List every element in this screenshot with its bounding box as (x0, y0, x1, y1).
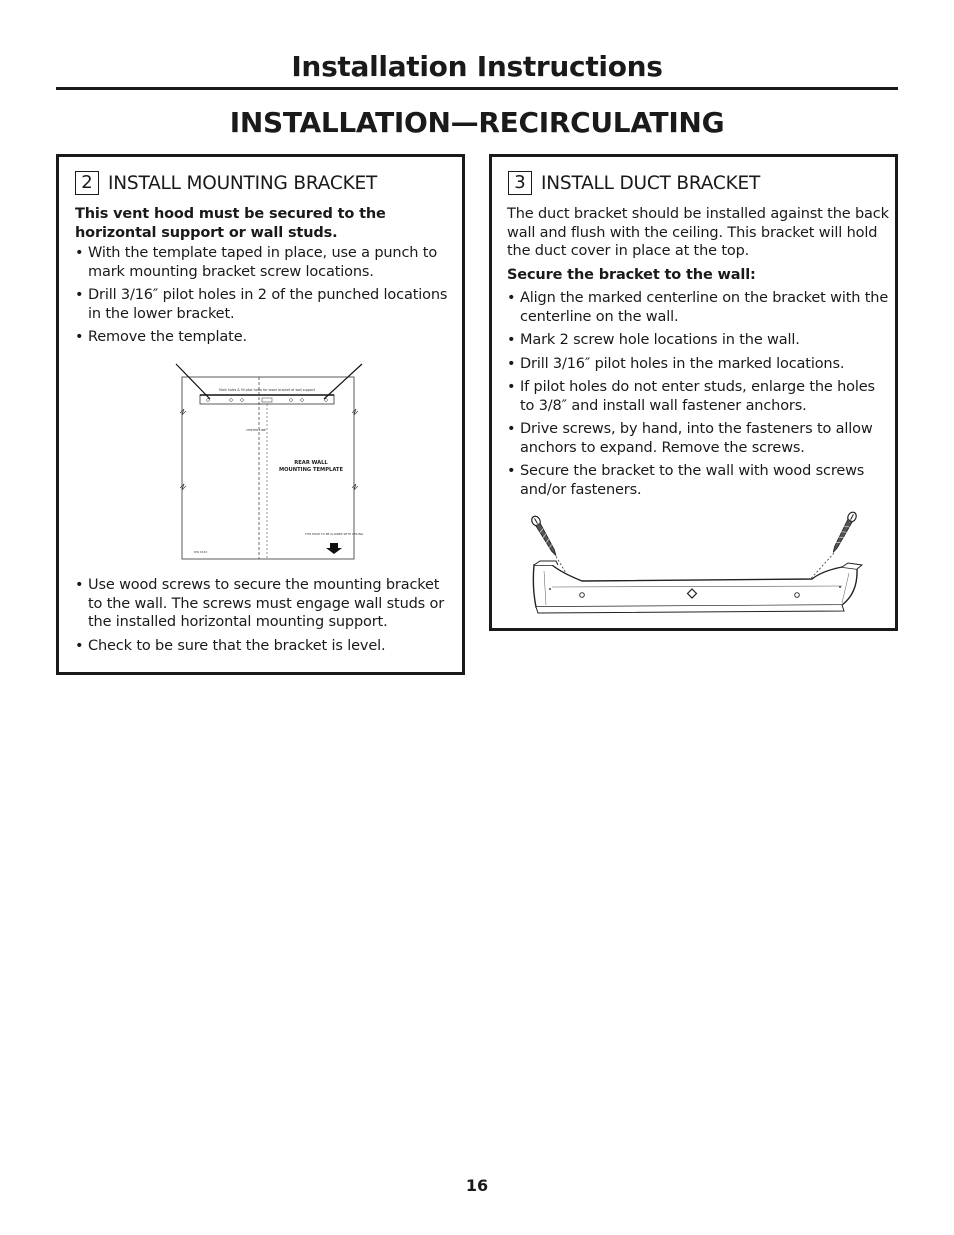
step-3-panel (489, 154, 898, 631)
step-2-number: 2 (75, 171, 99, 195)
step-3-intro: The duct bracket should be installed against the back wall and flush with the ceiling. This bracket will hold the duct cover in place at the top. (507, 206, 889, 259)
screw-icon-left (530, 515, 559, 558)
template-top-note: Mark holes & fill pilot holes for lower bracket at wall support (218, 388, 316, 392)
step-2-heading (75, 171, 377, 195)
duct-bracket (533, 561, 862, 613)
step-2-bullets-after (75, 576, 457, 660)
step-3-number: 3 (508, 171, 532, 195)
list-item: • With the template taped in place, use a punch to mark mounting bracket screw locations. (75, 244, 457, 281)
list-item: • Drive screws, by hand, into the fasteners to allow anchors to expand. Remove the screws. (507, 420, 890, 457)
list-item: • Check to be sure that the bracket is level. (75, 637, 457, 656)
header-divider (56, 87, 898, 90)
template-label-line-2: MOUNTING TEMPLATE (278, 467, 344, 473)
list-item: • Drill 3/16″ pilot holes in 2 of the punched locations in the lower bracket. (75, 286, 457, 323)
step-3-heading (508, 171, 760, 195)
template-center-note: CENTER LINE (246, 428, 266, 432)
step-2-title: INSTALL MOUNTING BRACKET (108, 172, 378, 194)
list-item: • Drill 3/16″ pilot holes in the marked locations. (507, 355, 890, 374)
mounting-template-illustration (174, 363, 364, 563)
step-3-title: INSTALL DUCT BRACKET (541, 172, 761, 194)
duct-bracket-illustration (522, 507, 867, 617)
list-item: • If pilot holes do not enter studs, enlarge the holes to 3/8″ and install wall fastener anchors. (507, 378, 890, 415)
page-header-title: Installation Instructions (291, 50, 663, 83)
step-3-bullets (507, 289, 890, 504)
screw-icon-right (830, 511, 858, 554)
list-item: • Use wood screws to secure the mounting bracket to the wall. The screws must engage wall studs or the installed horizontal mounting support. (75, 576, 457, 632)
template-part-number: P/N XXXX (194, 550, 208, 554)
page-number: 16 (465, 1176, 489, 1195)
list-item: • Align the marked centerline on the bracket with the centerline on the wall. (507, 289, 890, 326)
section-title: INSTALLATION—RECIRCULATING (229, 106, 725, 139)
list-item: • Secure the bracket to the wall with wood screws and/or fasteners. (507, 462, 890, 499)
list-item: • Remove the template. (75, 328, 457, 347)
list-item: • Mark 2 screw hole locations in the wall. (507, 331, 890, 350)
step-3-subhead: Secure the bracket to the wall: (507, 267, 756, 283)
bracket-outline (200, 395, 334, 404)
step-2-intro: This vent hood must be secured to the horizontal support or wall studs. (75, 206, 386, 241)
step-2-panel (56, 154, 465, 675)
step-2-bullets-before (75, 244, 457, 352)
template-arrow-note: THIS EDGE TO BE ALIGNED WITH CEILING (304, 532, 364, 536)
template-label-line-1: REAR WALL (294, 460, 328, 466)
